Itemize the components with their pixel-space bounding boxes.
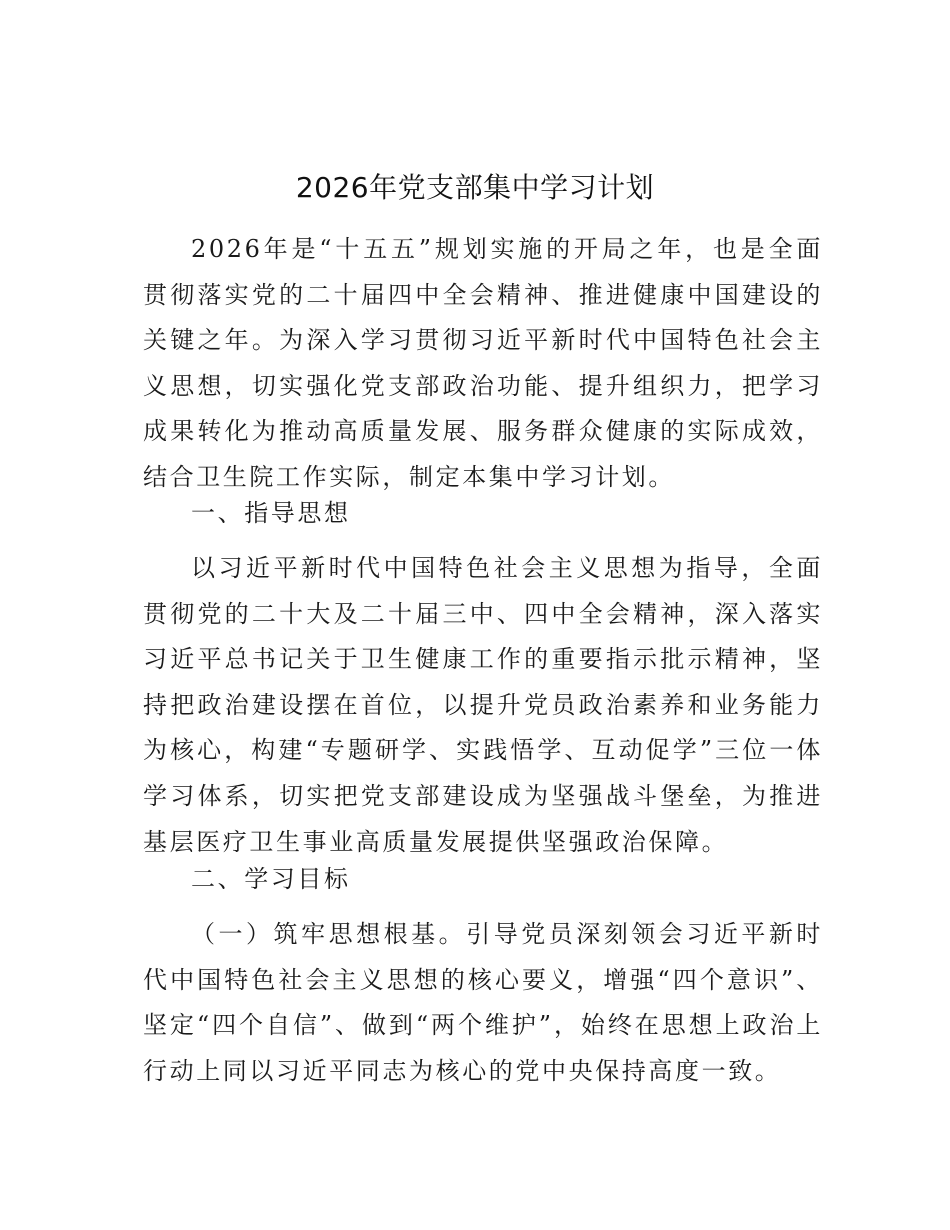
paragraph-text: （一）筑牢思想根基。引导党员深刻领会习近平新时代中国特色社会主义思想的核心要义，增强“四个意识”、坚定“四个自信”、做到“两个维护”，始终在思想上政治上行动上同以习近平同志为核心的党中央保持高度一致。	[143, 920, 823, 1085]
section-heading-learning-goals	[143, 857, 823, 903]
paragraph-intro	[143, 227, 823, 501]
paragraph-text: 2026年是“十五五”规划实施的开局之年，也是全面贯彻落实党的二十届四中全会精神、推进健康中国建设的关键之年。为深入学习贯彻习近平新时代中国特色社会主义思想，切实强化党支部政治功能、提升组织力，把学习成果转化为推动高质量发展、服务群众健康的实际成效，结合卫生院工作实际，制定本集中学习计划。	[143, 235, 823, 491]
paragraph-text: 以习近平新时代中国特色社会主义思想为指导，全面贯彻党的二十大及二十届三中、四中全会精神，深入落实习近平总书记关于卫生健康工作的重要指示批示精神，坚持把政治建设摆在首位，以提升党员政治素养和业务能力为核心，构建“专题研学、实践悟学、互动促学”三位一体学习体系，切实把党支部建设成为坚强战斗堡垒，为推进基层医疗卫生事业高质量发展提供坚强政治保障。	[143, 554, 823, 856]
section-heading-text: 二、学习目标	[191, 865, 351, 893]
paragraph-goal-1	[143, 912, 823, 1094]
document-title: 2026年党支部集中学习计划	[295, 171, 655, 204]
section-heading-guiding-thought	[143, 491, 823, 537]
paragraph-guiding-thought	[143, 546, 823, 865]
section-heading-text: 一、指导思想	[191, 499, 351, 527]
